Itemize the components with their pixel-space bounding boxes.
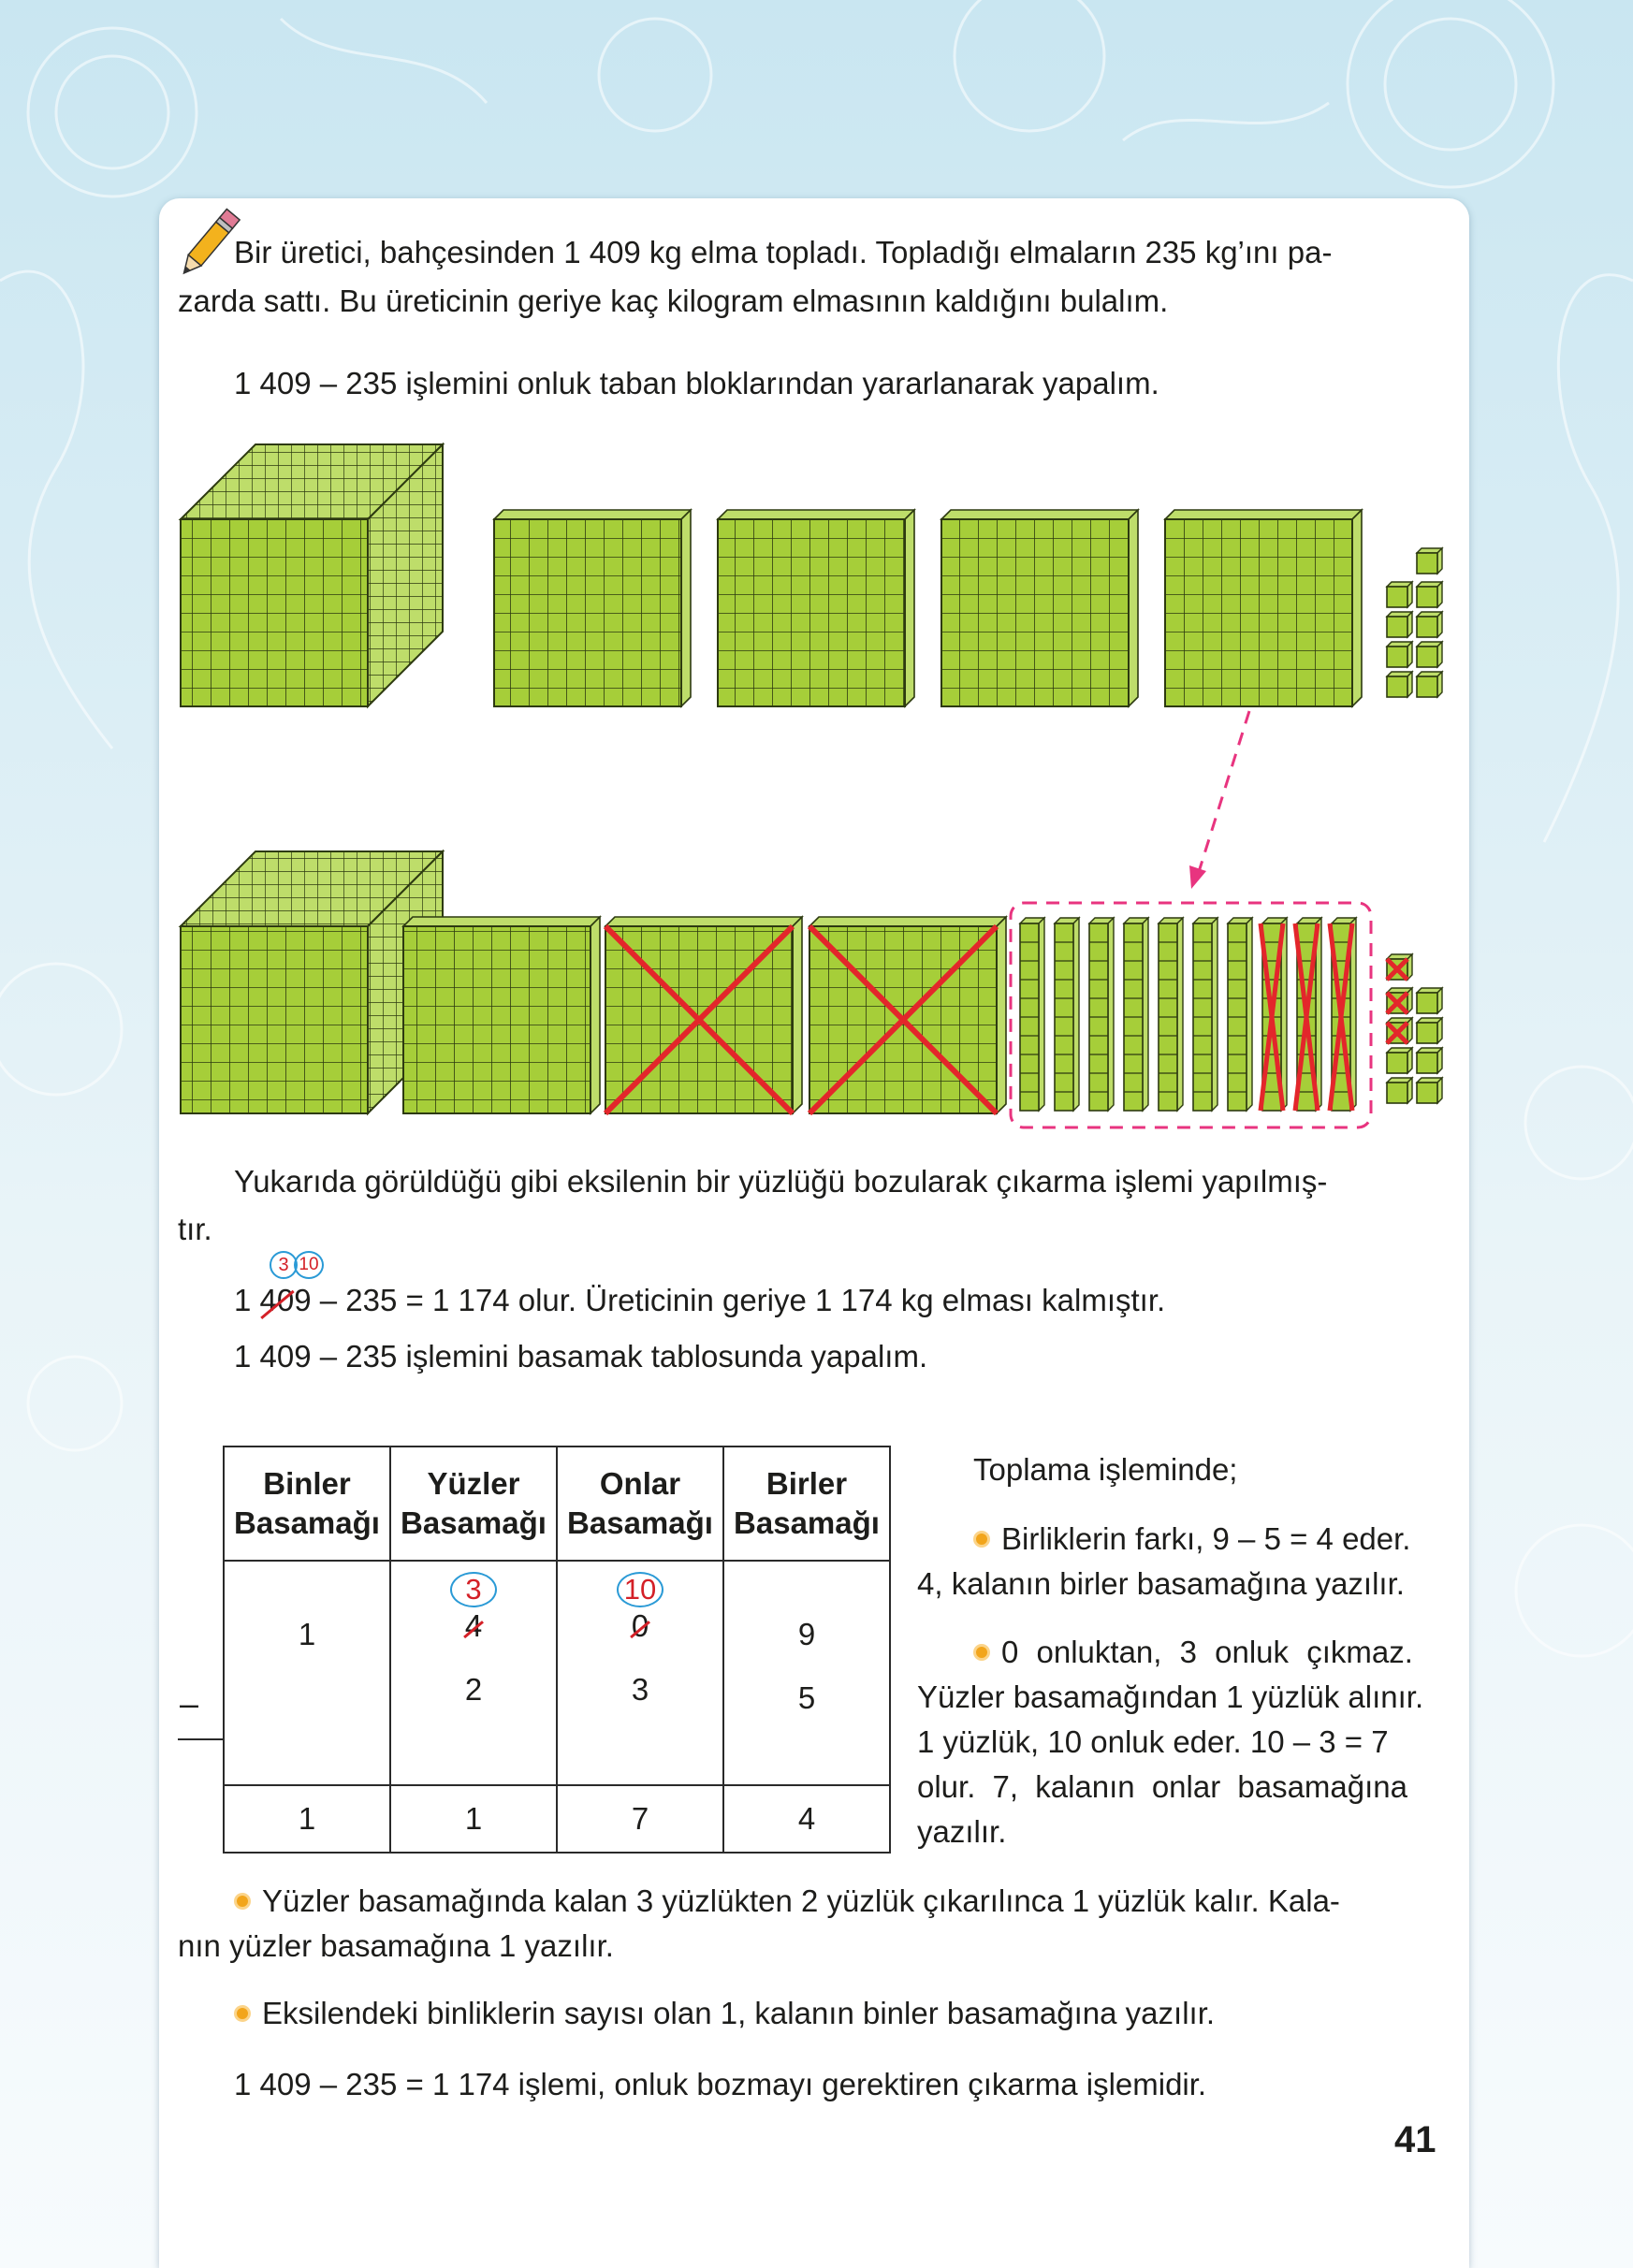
intro-line-2: zarda sattı. Bu üreticinin geriye kaç kilogram elmasının kaldığını bulalım. (178, 284, 1169, 318)
side-note-2c: 1 yüzlük, 10 onluk eder. 10 – 3 = 7 (917, 1724, 1389, 1759)
ten-rod-side (1143, 918, 1148, 1111)
hundred-flat-top (403, 917, 600, 926)
bullet3-line-1: Yüzler basamağında kalan 3 yüzlükten 2 yüzlük çıkarılınca 1 yüzlük kalır. Kala- (234, 1877, 1452, 1926)
table-row (224, 1561, 890, 1785)
unit-cube (1387, 1053, 1407, 1073)
borrow-circle-hundreds: 3 (270, 1251, 298, 1279)
minus-underline (178, 1738, 225, 1740)
hundred-flat (494, 519, 681, 706)
hundred-flat-side (681, 510, 691, 706)
struck-digits: 40 (260, 1276, 295, 1325)
unit-cube (1417, 1083, 1437, 1103)
minus-sign: – (180, 1684, 199, 1723)
unit-cube (1387, 676, 1407, 697)
result-ones: 4 (723, 1785, 890, 1853)
result-tens: 7 (557, 1785, 723, 1853)
unit-cube (1417, 587, 1437, 607)
page-number: 41 (1394, 2119, 1436, 2160)
result-thousands: 1 (224, 1785, 390, 1853)
borrow-line (234, 1276, 1165, 1325)
header-tens: Onlar Basamağı (557, 1447, 723, 1561)
bullet-icon (234, 1893, 251, 1910)
ten-rod-side (1247, 918, 1252, 1111)
table-row (224, 1785, 890, 1853)
hundred-flat-top (718, 510, 914, 519)
cell-hundreds: 3 4 2 (390, 1561, 557, 1785)
unit-cube (1417, 1023, 1437, 1043)
hundred-flat-top (1165, 510, 1362, 519)
bullet-icon (234, 2005, 251, 2022)
hundred-flat-side (1352, 510, 1362, 706)
pencil-icon (176, 208, 241, 283)
place-value-table (223, 1446, 891, 1854)
hundred-flat-side (1129, 510, 1138, 706)
thousands-cube (181, 519, 368, 706)
arrow-head (1189, 865, 1206, 889)
thousands-cube (181, 926, 368, 1113)
explanation-line-1: Yukarıda görüldüğü gibi eksilenin bir yüzlüğü bozularak çıkarma işlemi yapılmış- (234, 1164, 1328, 1199)
table-header-row (224, 1447, 890, 1561)
unit-cube (1387, 617, 1407, 637)
side-notes-title: Toplama işleminde; (973, 1452, 1238, 1487)
hundred-flat (718, 519, 905, 706)
hundred-flat-top (809, 917, 1006, 926)
hundred-flat-top (605, 917, 802, 926)
hundred-flat (403, 926, 591, 1113)
unit-cube (1417, 676, 1437, 697)
header-ones: Birler Basamağı (723, 1447, 890, 1561)
arrow-line (1198, 711, 1249, 875)
ten-rod-side (1073, 918, 1079, 1111)
hundred-flat (1165, 519, 1352, 706)
unit-cube (1417, 1053, 1437, 1073)
conclusion: 1 409 – 235 = 1 174 işlemi, onluk bozmayı gerektiren çıkarma işlemidir. (234, 2067, 1207, 2101)
header-thousands: Binler Basamağı (224, 1447, 390, 1561)
hundred-flat-side (905, 510, 914, 706)
explanation-line-2: tır. (178, 1212, 212, 1246)
borrow-rest: 9 – 235 = 1 174 olur. Üreticinin geriye 1 174 kg elması kalmıştır. (294, 1283, 1166, 1317)
ten-rod-side (1108, 918, 1114, 1111)
side-note-2d: olur. 7, kalanın onlar basamağına (917, 1769, 1407, 1804)
unit-cube (1417, 553, 1437, 574)
hundred-flat (941, 519, 1129, 706)
hundred-flat-top (494, 510, 691, 519)
header-hundreds: Yüzler Basamağı (390, 1447, 557, 1561)
unit-cube (1387, 1083, 1407, 1103)
table-intro: 1 409 – 235 işlemini basamak tablosunda yapalım. (234, 1339, 928, 1374)
side-note-2e: yazılır. (917, 1814, 1007, 1849)
unit-cube (1387, 647, 1407, 667)
unit-cube (1387, 587, 1407, 607)
bullet-icon (973, 1644, 990, 1661)
result-hundreds: 1 (390, 1785, 557, 1853)
bullet-icon (973, 1531, 990, 1548)
ten-rod-side (1177, 918, 1183, 1111)
unit-cube (1417, 647, 1437, 667)
side-note-1b: 4, kalanın birler basamağına yazılır. (917, 1566, 1405, 1601)
bullet3-line-2: nın yüzler basamağına 1 yazılır. (178, 1928, 614, 1963)
cell-tens: 10 0 3 (557, 1561, 723, 1785)
cell-ones: 9 5 (723, 1561, 890, 1785)
side-note-2b: Yüzler basamağından 1 yüzlük alınır. (917, 1679, 1424, 1714)
ten-rod-side (1039, 918, 1044, 1111)
bullet4: Eksilendeki binliklerin sayısı olan 1, kalanın binler basamağına yazılır. (234, 1989, 1215, 2038)
blocks-intro: 1 409 – 235 işlemini onluk taban bloklarından yararlanarak yapalım. (234, 366, 1159, 400)
base-ten-blocks (173, 426, 1460, 1137)
side-note-2a: 0 onluktan, 3 onluk çıkmaz. (973, 1628, 1413, 1677)
borrow-prefix: 1 (234, 1283, 260, 1317)
borrow-circle-tens: 10 (294, 1251, 324, 1279)
hundred-flat-side (793, 917, 802, 1113)
intro-line-1: Bir üretici, bahçesinden 1 409 kg elma topladı. Topladığı elmaların 235 kg’ını pa- (234, 235, 1333, 269)
hundred-flat-side (591, 917, 600, 1113)
side-note-1a: Birliklerin farkı, 9 – 5 = 4 eder. (973, 1515, 1410, 1563)
ten-rod-side (1212, 918, 1217, 1111)
cell-thousands: 1 (224, 1561, 390, 1785)
hundred-flat-top (941, 510, 1138, 519)
hundred-flat-side (997, 917, 1006, 1113)
unit-cube (1417, 617, 1437, 637)
unit-cube (1417, 993, 1437, 1013)
